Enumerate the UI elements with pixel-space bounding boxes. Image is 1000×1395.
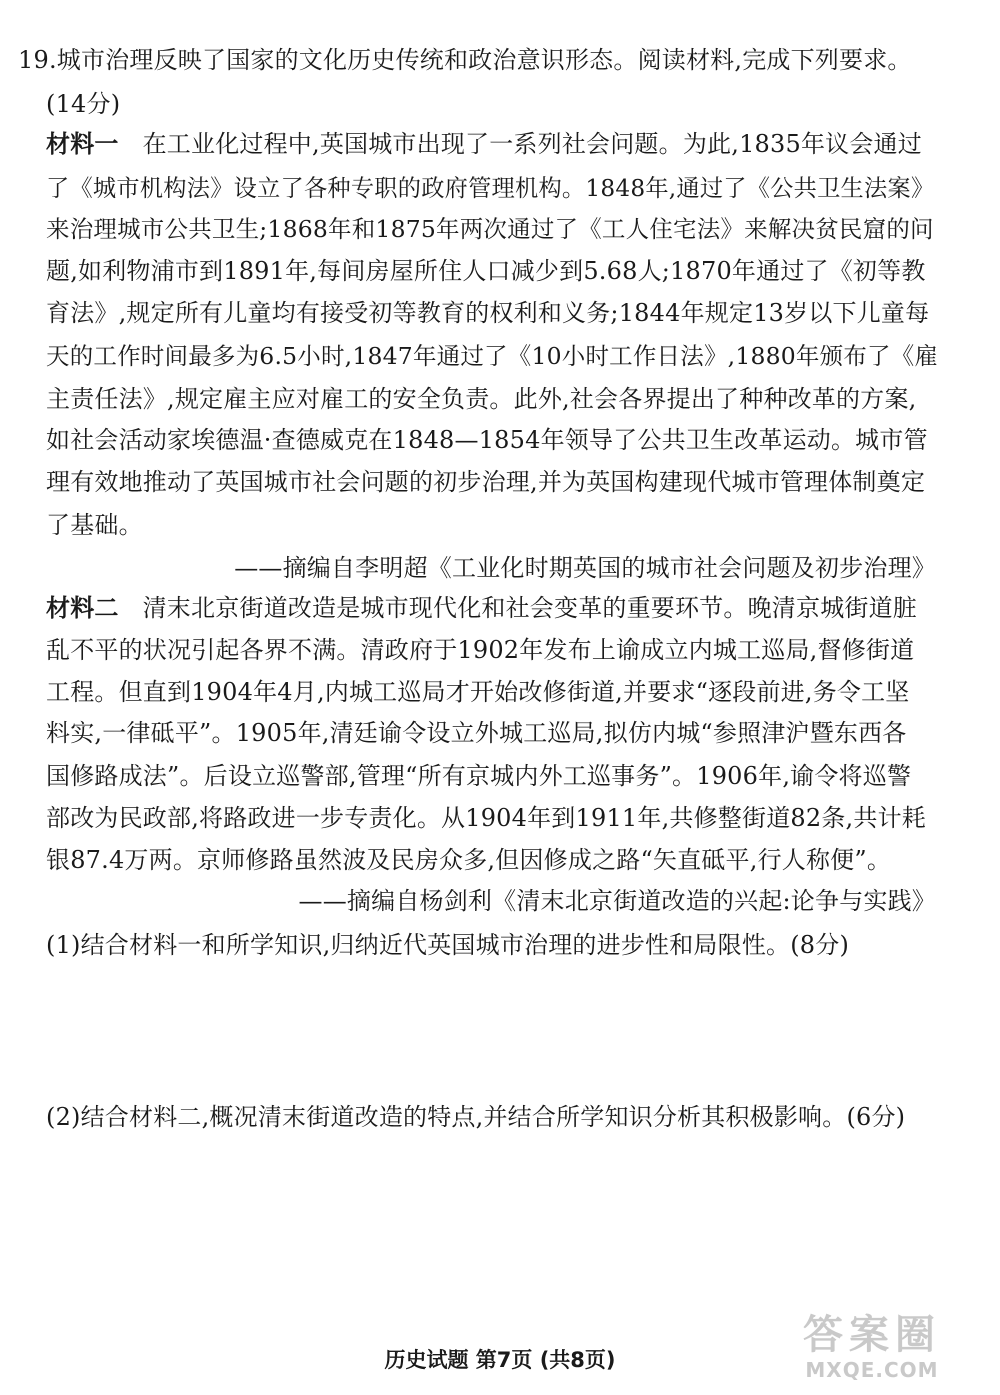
material-two-line: 料实,一律砥平”。1905年,清廷谕令设立外城工巡局,拟仿内城“参照津沪暨东西各 [46,719,907,747]
material-one-line: 了基础。 [46,511,143,539]
watermark-logo [762,1312,982,1388]
material-one-text: 在工业化过程中,英国城市出现了一系列社会问题。为此,1835年议会通过 [142,130,922,158]
material-one-line: 理有效地推动了英国城市社会问题的初步治理,并为英国构建现代城市管理体制奠定 [46,468,926,496]
material-one-line: 了《城市机构法》设立了各种专职的政府管理机构。1848年,通过了《公共卫生法案》 [46,175,935,202]
material-two-line: 乱不平的状况引起各界不满。清政府于1902年发布上谕成立内城工巡局,督修街道 [46,636,915,664]
material-two-line: 工程。但直到1904年4月,内城工巡局才开始改修街道,并要求“逐段前进,务令工坚 [46,678,910,706]
material-one-source: ——摘编自李明超《工业化时期英国的城市社会问题及初步治理》 [234,554,936,582]
sub-question-1: (1)结合材料一和所学知识,归纳近代英国城市治理的进步性和局限性。(8分) [46,931,850,959]
sub-question-2: (2)结合材料二,概况清末街道改造的特点,并结合所学知识分析其积极影响。(6分) [46,1103,906,1131]
material-one-line: 主责任法》,规定雇主应对雇工的安全负责。此外,社会各界提出了种种改革的方案, [46,385,917,413]
material-one-label: 材料一 [46,130,119,158]
material-one-first-line [46,129,922,159]
material-two-line: 银87.4万两。京师修路虽然波及民房众多,但因修成之路“矢直砥平,行人称便”。 [46,846,892,874]
page-footer: 历史试题 第7页 (共8页) [384,1348,616,1372]
material-one-line: 题,如利物浦市到1891年,每间房屋所住人口减少到5.68人;1870年通过了《初等教 [46,257,926,285]
question-score: (14分) [46,90,121,118]
material-two-label: 材料二 [46,594,119,622]
material-two-source: ——摘编自杨剑利《清末北京街道改造的兴起:论争与实践》 [298,887,936,915]
material-two-line: 部改为民政部,将路政进一步专责化。从1904年到1911年,共修整街道82条,共计耗 [46,804,926,832]
material-one-line: 育法》,规定所有儿童均有接受初等教育的权利和义务;1844年规定13岁以下儿童每 [46,299,930,327]
material-two-first-line [46,593,917,623]
material-two-text: 清末北京街道改造是城市现代化和社会变革的重要环节。晚清京城街道脏 [142,594,918,622]
material-one-line: 来治理城市公共卫生;1868年和1875年两次通过了《工人住宅法》来解决贫民窟的问 [46,215,934,243]
material-one-line: 如社会活动家埃德温·查德威克在1848—1854年领导了公共卫生改革运动。城市管 [46,426,928,454]
material-one-line: 天的工作时间最多为6.5小时,1847年通过了《10小时工作日法》,1880年颁布了《雇 [46,342,939,370]
watermark-sub-text: MXQE.COM [805,1358,939,1382]
watermark-main-text: 答案圈 [803,1312,941,1358]
material-two-line: 国修路成法”。后设立巡警部,管理“所有京城内外工巡事务”。1906年,谕令将巡警 [46,762,912,790]
question-title: 19.城市治理反映了国家的文化历史传统和政治意识形态。阅读材料,完成下列要求。 [18,46,912,74]
